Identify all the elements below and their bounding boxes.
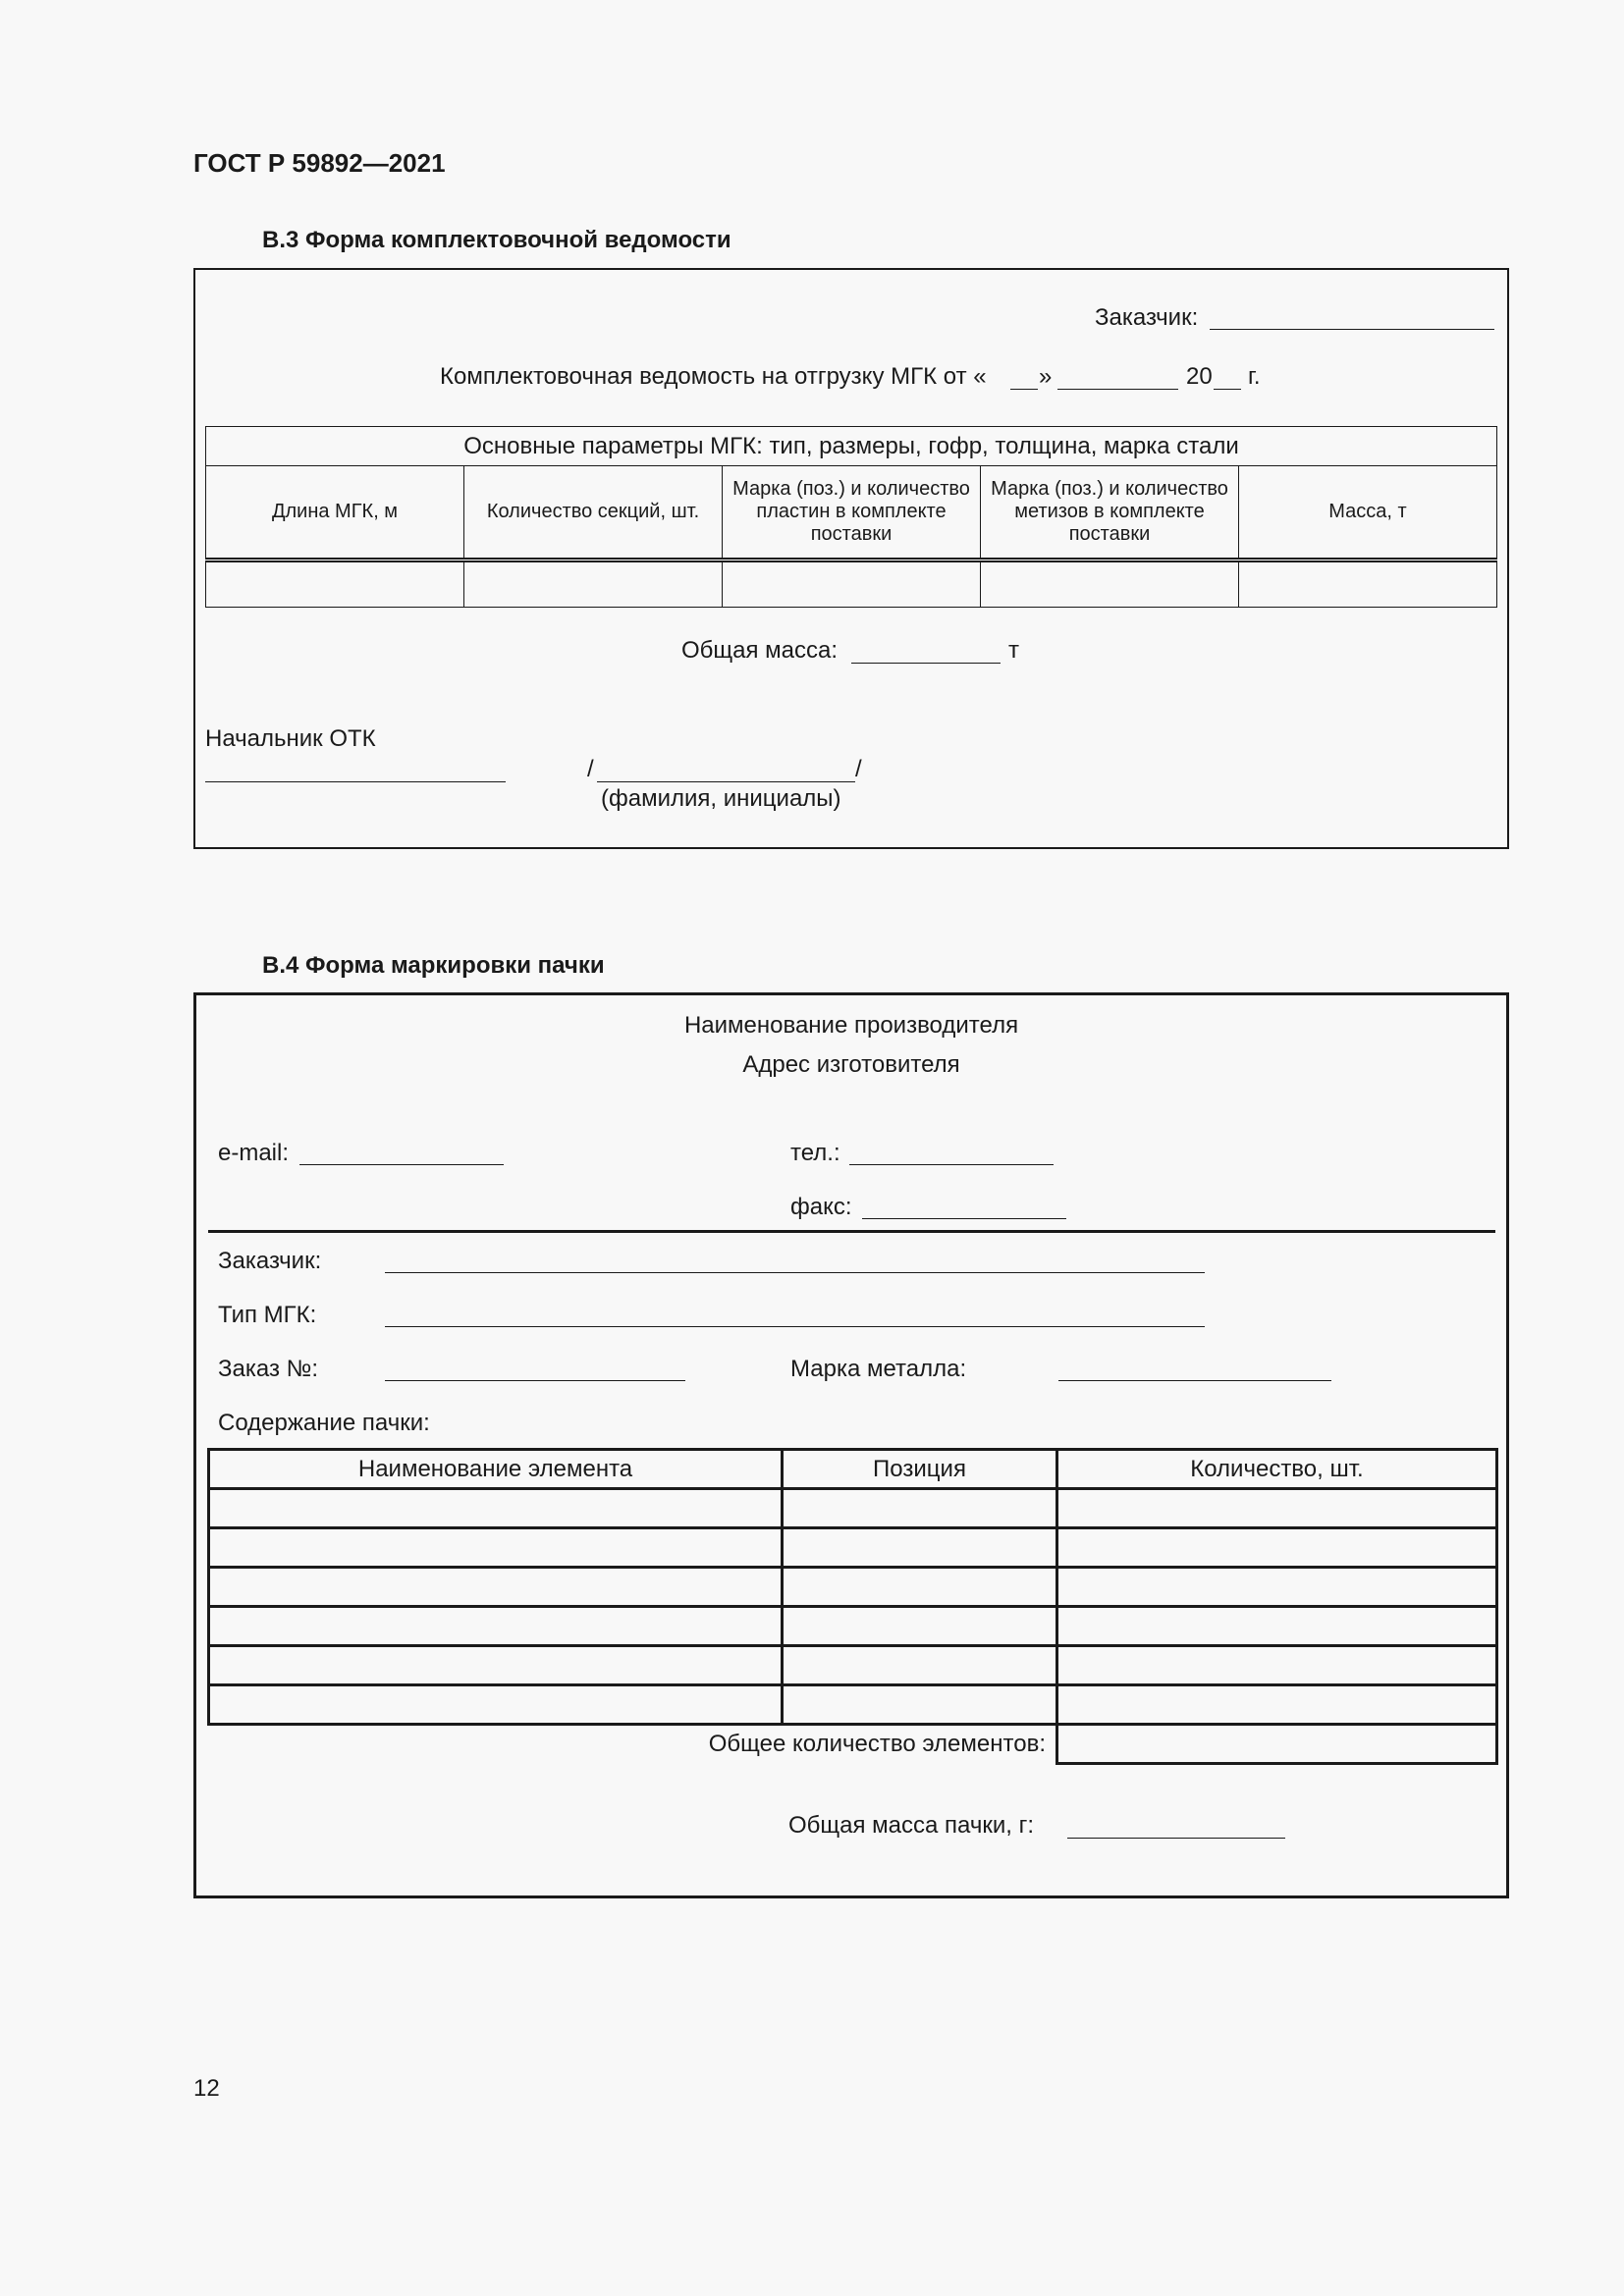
b3-cell-plates[interactable] — [723, 561, 981, 608]
b3-params-header: Основные параметры МГК: тип, размеры, гофр, толщина, марка стали — [206, 427, 1497, 466]
b4-mgk-type-field[interactable] — [385, 1326, 1205, 1327]
section-b3-heading: В.3 Форма комплектовочной ведомости — [262, 227, 731, 253]
b4-table-cell[interactable] — [1057, 1685, 1497, 1725]
b3-statement-month-field[interactable] — [1057, 389, 1178, 390]
b4-table-cell[interactable] — [209, 1568, 783, 1607]
page-number: 12 — [193, 2075, 220, 2102]
b4-table-cell[interactable] — [1057, 1607, 1497, 1646]
b4-manufacturer-name: Наименование производителя — [683, 1012, 1019, 1039]
b4-customer-field[interactable] — [385, 1272, 1205, 1273]
b3-cell-mass[interactable] — [1239, 561, 1497, 608]
b3-cell-sections[interactable] — [464, 561, 723, 608]
b4-table-cell[interactable] — [783, 1489, 1057, 1528]
b4-table-cell[interactable] — [209, 1489, 783, 1528]
b3-name-caption: (фамилия, инициалы) — [601, 785, 841, 812]
b3-col-hardware: Марка (поз.) и количество метизов в комплекте поставки — [981, 466, 1239, 561]
b3-otk-label: Начальник ОТК — [205, 725, 376, 752]
b4-table-cell[interactable] — [209, 1685, 783, 1725]
b4-table-cell[interactable] — [1057, 1528, 1497, 1568]
b4-col-position: Позиция — [783, 1450, 1057, 1489]
b3-col-sections: Количество секций, шт. — [464, 466, 723, 561]
b4-metal-grade-label: Марка металла: — [790, 1356, 967, 1382]
b4-total-bundle-mass-label: Общая масса пачки, г: — [788, 1812, 1035, 1839]
b3-customer-label: Заказчик: — [1095, 304, 1199, 331]
b3-cell-hardware[interactable] — [981, 561, 1239, 608]
b3-total-mass-label: Общая масса: — [681, 637, 839, 664]
b4-customer-label: Заказчик: — [218, 1248, 322, 1274]
b3-col-mass: Масса, т — [1239, 466, 1497, 561]
b3-total-mass-field[interactable] — [851, 663, 1001, 664]
b4-fax-label: факс: — [790, 1194, 852, 1220]
b3-slash-open: / — [587, 756, 594, 782]
b4-table-cell[interactable] — [783, 1685, 1057, 1725]
b4-table-cell[interactable] — [1057, 1568, 1497, 1607]
b4-table-cell[interactable] — [209, 1528, 783, 1568]
b4-total-bundle-mass-field[interactable] — [1067, 1838, 1285, 1839]
section-b4-heading: В.4 Форма маркировки пачки — [262, 952, 605, 979]
b3-cell-length[interactable] — [206, 561, 464, 608]
b4-col-quantity: Количество, шт. — [1057, 1450, 1497, 1489]
b4-mgk-type-label: Тип МГК: — [218, 1302, 317, 1328]
document-standard-number: ГОСТ Р 59892—2021 — [193, 148, 446, 178]
b4-total-elements-label: Общее количество элементов: — [209, 1725, 1057, 1764]
b3-col-plates: Марка (поз.) и количество пластин в комплекте поставки — [723, 466, 981, 561]
b3-statement-year-suffix: г. — [1248, 363, 1261, 390]
b3-statement-quote-close: » — [1039, 363, 1053, 390]
b4-divider — [208, 1230, 1495, 1233]
b4-bundle-table — [207, 1448, 1498, 1765]
b3-col-length: Длина МГК, м — [206, 466, 464, 561]
b3-slash-close: / — [855, 756, 862, 782]
b4-table-cell[interactable] — [1057, 1489, 1497, 1528]
b4-col-element-name: Наименование элемента — [209, 1450, 783, 1489]
b4-email-label: e-mail: — [218, 1140, 290, 1166]
b4-table-cell[interactable] — [209, 1607, 783, 1646]
b3-total-mass-unit: т — [1008, 637, 1019, 664]
b3-statement-year-field[interactable] — [1214, 389, 1241, 390]
b4-bundle-contents-label: Содержание пачки: — [218, 1410, 430, 1436]
b4-table-cell[interactable] — [783, 1568, 1057, 1607]
b3-customer-field[interactable] — [1210, 329, 1494, 330]
b3-statement-year-prefix: 20 — [1186, 363, 1213, 390]
b4-table-cell[interactable] — [783, 1646, 1057, 1685]
b4-manufacturer-address: Адрес изготовителя — [742, 1051, 960, 1078]
b3-statement-text: Комплектовочная ведомость на отгрузку МГК от « — [440, 363, 987, 390]
b4-metal-grade-field[interactable] — [1058, 1380, 1331, 1381]
b4-order-field[interactable] — [385, 1380, 685, 1381]
b3-otk-name-field[interactable] — [597, 781, 855, 782]
b4-email-field[interactable] — [299, 1164, 504, 1165]
b4-total-elements-field[interactable] — [1057, 1725, 1497, 1764]
b3-otk-signature-field[interactable] — [205, 781, 506, 782]
b4-order-label: Заказ №: — [218, 1356, 319, 1382]
b4-table-cell[interactable] — [783, 1528, 1057, 1568]
b3-shipment-table — [205, 426, 1497, 608]
b4-table-cell[interactable] — [783, 1607, 1057, 1646]
b4-fax-field[interactable] — [862, 1218, 1066, 1219]
b3-statement-day-field[interactable] — [1010, 389, 1038, 390]
b4-phone-field[interactable] — [849, 1164, 1054, 1165]
b4-table-cell[interactable] — [209, 1646, 783, 1685]
b4-table-cell[interactable] — [1057, 1646, 1497, 1685]
b4-phone-label: тел.: — [790, 1140, 840, 1166]
